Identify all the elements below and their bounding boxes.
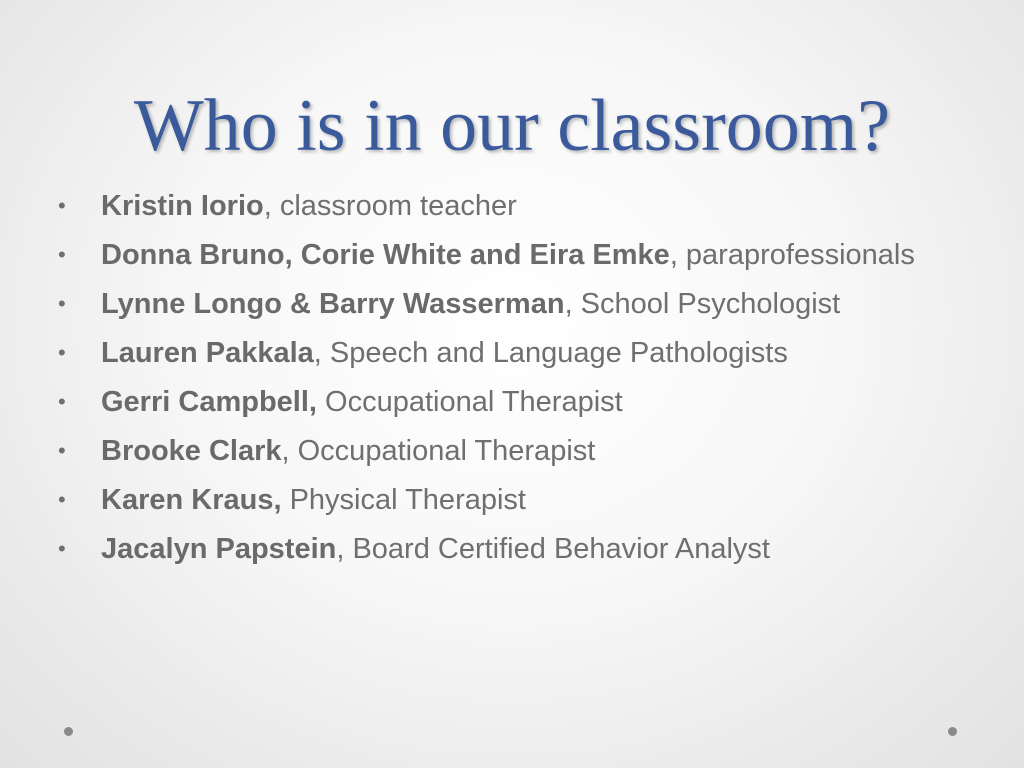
list-item [58, 431, 958, 471]
bullet-list [58, 186, 958, 578]
person-name: Lynne Longo & Barry Wasserman [101, 288, 565, 320]
person-role: , Occupational Therapist [281, 435, 596, 467]
person-role: , Speech and Language Pathologists [313, 337, 788, 369]
bullet-icon: • [58, 242, 66, 267]
person-role: Physical Therapist [281, 484, 526, 516]
bullet-icon: • [58, 536, 66, 561]
person-role: , classroom teacher [263, 190, 517, 222]
person-name: Brooke Clark [101, 435, 282, 467]
bullet-icon: • [58, 487, 66, 512]
list-item [58, 284, 958, 324]
slide-title: Who is in our classroom? [133, 85, 891, 167]
person-name: Gerri Campbell, [101, 386, 317, 418]
list-item [58, 529, 958, 569]
corner-dot-icon [64, 727, 73, 736]
person-role: Occupational Therapist [316, 386, 623, 418]
person-name: Kristin Iorio [101, 190, 264, 222]
person-name: Karen Kraus, [101, 484, 282, 516]
person-role: , paraprofessionals [669, 239, 915, 271]
person-role: , School Psychologist [564, 288, 841, 320]
person-role: , Board Certified Behavior Analyst [336, 533, 770, 565]
bullet-icon: • [58, 193, 66, 218]
bullet-icon: • [58, 438, 66, 463]
list-item [58, 480, 958, 520]
list-item [58, 235, 958, 275]
bullet-icon: • [58, 291, 66, 316]
list-item [58, 333, 958, 373]
corner-dot-icon [948, 727, 957, 736]
person-name: Donna Bruno, Corie White and Eira Emke [101, 239, 670, 271]
bullet-icon: • [58, 340, 66, 365]
person-name: Jacalyn Papstein [101, 533, 337, 565]
bullet-icon: • [58, 389, 66, 414]
list-item [58, 186, 958, 226]
person-name: Lauren Pakkala [101, 337, 314, 369]
list-item [58, 382, 958, 422]
